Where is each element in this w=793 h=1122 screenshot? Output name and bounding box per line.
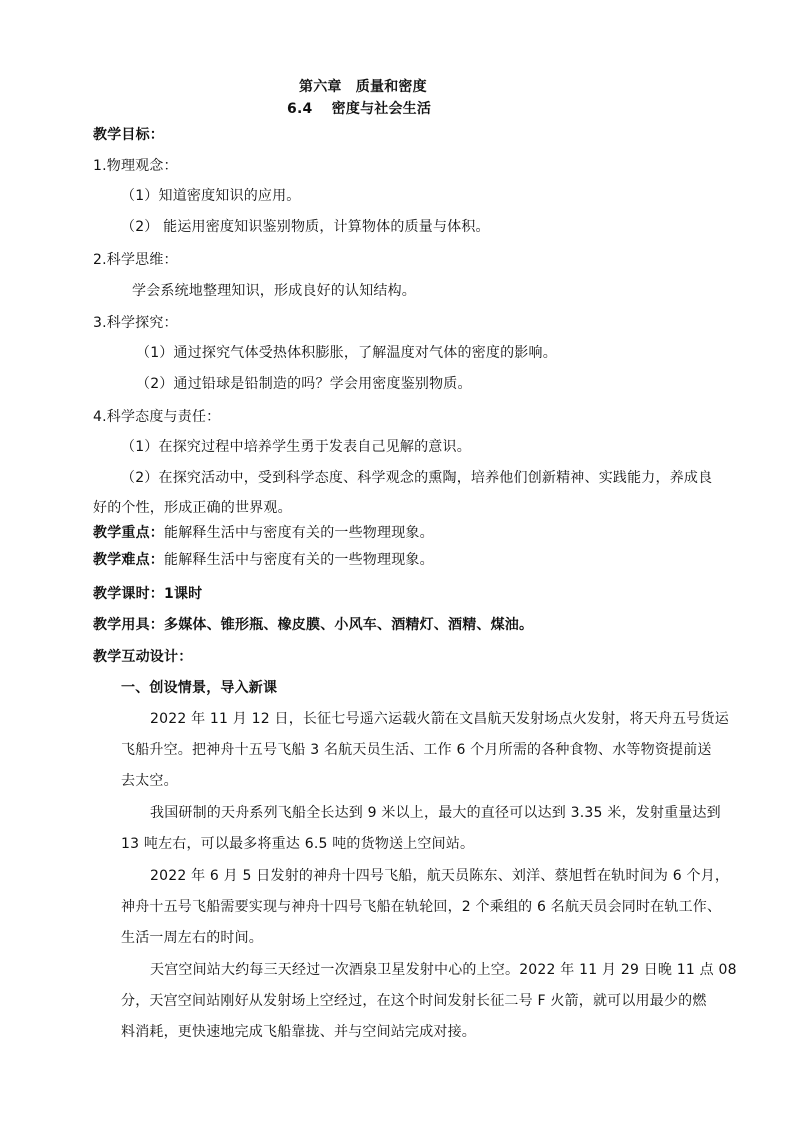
key-point-text: 能解释生活中与密度有关的一些物理现象。 xyxy=(164,525,434,541)
paragraph-1-line-3: 去太空。 xyxy=(121,773,178,789)
difficult-point-text: 能解释生活中与密度有关的一些物理现象。 xyxy=(164,552,434,568)
difficult-point-label: 教学难点： xyxy=(93,552,164,568)
paragraph-3-line-1: 2022 年 6 月 5 日发射的神舟十四号飞船，航天员陈东、刘洋、蔡旭哲在轨时间为 6 个月， xyxy=(150,868,730,884)
objective-1-item-2: （2） 能运用密度知识鉴别物质，计算物体的质量与体积。 xyxy=(121,219,490,235)
objective-4-item-1: （1）在探究过程中培养学生勇于发表自己见解的意识。 xyxy=(121,439,471,455)
paragraph-2-line-1: 我国研制的天舟系列飞船全长达到 9 米以上，最大的直径可以达到 3.35 米，发射重量达到 xyxy=(150,805,721,821)
tools-label: 教学用具： xyxy=(93,617,164,633)
tools-text: 多媒体、锥形瓶、橡皮膜、小风车、酒精灯、酒精、煤油。 xyxy=(164,617,534,633)
class-hours-label: 教学课时： xyxy=(93,586,164,602)
paragraph-3-line-3: 生活一周左右的时间。 xyxy=(121,930,263,946)
objective-4-item-2-line-1: （2）在探究活动中，受到科学态度、科学观念的熏陶，培养他们创新精神、实践能力，养成良 xyxy=(121,470,713,486)
difficult-point-row xyxy=(93,550,434,570)
chapter-title: 第六章 质量和密度 xyxy=(299,79,427,95)
paragraph-4-line-1: 天宫空间站大约每三天经过一次酒泉卫星发射中心的上空。2022 年 11 月 29 日晚 11 点 08 xyxy=(150,962,737,978)
paragraph-1-line-1: 2022 年 11 月 12 日，长征七号遥六运载火箭在文昌航天发射场点火发射，将天舟五号货运 xyxy=(150,711,729,727)
objective-2-item-1: 学会系统地整理知识，形成良好的认知结构。 xyxy=(132,283,416,299)
design-part-1-heading: 一、创设情景，导入新课 xyxy=(121,680,278,696)
key-point-row xyxy=(93,523,434,543)
paragraph-1-line-2: 飞船升空。把神舟十五号飞船 3 名航天员生活、工作 6 个月所需的各种食物、水等物资提前送 xyxy=(121,742,712,758)
tools-row xyxy=(93,615,533,635)
class-hours-text: 1课时 xyxy=(164,586,203,602)
design-heading: 教学互动设计： xyxy=(93,649,193,665)
objectives-heading: 教学目标： xyxy=(93,127,164,143)
objective-4-item-2-line-2: 好的个性，形成正确的世界观。 xyxy=(93,500,292,516)
objective-3-item-1: （1）通过探究气体受热体积膨胀，了解温度对气体的密度的影响。 xyxy=(136,345,557,361)
objective-3-label: 3.科学探究： xyxy=(93,315,178,331)
class-hours-row xyxy=(93,584,202,604)
paragraph-4-line-2: 分，天宫空间站刚好从发射场上空经过，在这个时间发射长征二号 F 火箭，就可以用最少的燃 xyxy=(121,993,707,1009)
paragraph-3-line-2: 神舟十五号飞船需要实现与神舟十四号飞船在轨轮回，2 个乘组的 6 名航天员会同时在轨工作、 xyxy=(121,899,722,915)
objective-3-item-2: （2）通过铅球是铅制造的吗？学会用密度鉴别物质。 xyxy=(136,376,472,392)
paragraph-2-line-2: 13 吨左右，可以最多将重达 6.5 吨的货物送上空间站。 xyxy=(121,836,475,852)
objective-1-item-1: （1）知道密度知识的应用。 xyxy=(121,188,301,204)
section-title: 6.4 密度与社会生活 xyxy=(287,101,432,117)
objective-2-label: 2.科学思维： xyxy=(93,252,178,268)
key-point-label: 教学重点： xyxy=(93,525,164,541)
objective-4-label: 4.科学态度与责任： xyxy=(93,409,221,425)
paragraph-4-line-3: 料消耗，更快速地完成飞船靠拢、并与空间站完成对接。 xyxy=(121,1024,476,1040)
objective-1-label: 1.物理观念： xyxy=(93,158,178,174)
